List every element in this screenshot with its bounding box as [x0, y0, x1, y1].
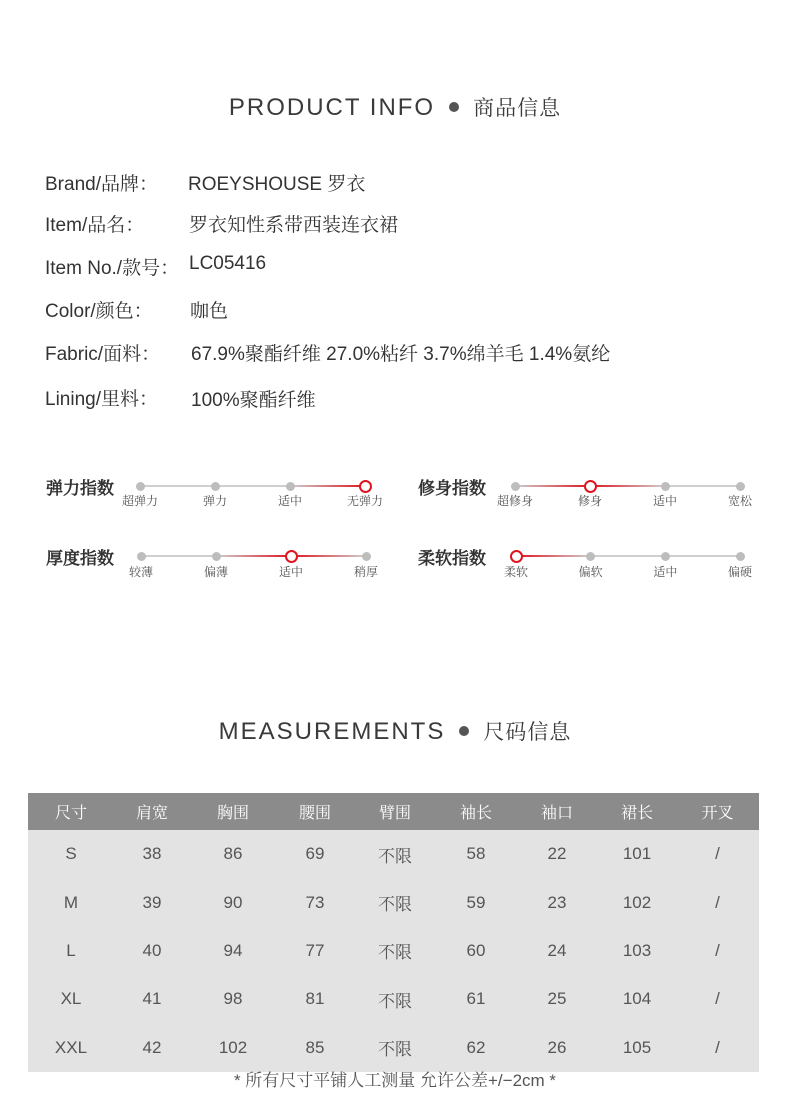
- table-cell: 105: [622, 1037, 652, 1057]
- table-header-cell: 袖长: [459, 805, 492, 822]
- table-cell: S: [65, 844, 77, 864]
- index-option-label: 较薄: [128, 565, 153, 579]
- index-title: 修身指数: [418, 479, 486, 498]
- index-marker: [736, 482, 745, 491]
- lining-value: 100%聚酯纤维: [191, 390, 316, 411]
- table-cell: XXL: [54, 1037, 88, 1057]
- index-option-label: 适中: [278, 565, 303, 579]
- table-cell: 不限: [378, 846, 412, 866]
- table-cell: 不限: [378, 943, 412, 963]
- table-cell: 90: [223, 892, 243, 912]
- item-no-value: LC05416: [189, 253, 267, 274]
- table-cell: 25: [547, 989, 567, 1009]
- table-header-cell: 胸围: [216, 805, 249, 822]
- table-cell: 77: [305, 940, 325, 960]
- table-cell: 94: [223, 940, 243, 960]
- table-cell: /: [715, 892, 720, 912]
- table-cell: /: [715, 940, 720, 960]
- table-cell: 不限: [378, 895, 412, 915]
- table-cell: XL: [60, 989, 82, 1009]
- bullet-dot-icon: [449, 102, 459, 112]
- index-marker: [286, 482, 295, 491]
- bullet-dot-icon: [459, 726, 469, 736]
- index-marker: [586, 552, 595, 561]
- table-cell: 23: [547, 892, 567, 912]
- index-option-label: 适中: [653, 565, 678, 579]
- brand-value: ROEYSHOUSE 罗衣: [188, 174, 366, 195]
- table-cell: 58: [466, 844, 486, 864]
- index-option-label: 无弹力: [346, 494, 383, 508]
- index-option-label: 宽松: [727, 494, 752, 508]
- index-option-label: 偏硬: [727, 565, 752, 579]
- fabric-label: Fabric/面料：: [45, 344, 161, 365]
- table-row: [28, 1024, 759, 1072]
- table-cell: 103: [622, 940, 652, 960]
- size-table-body: [28, 830, 759, 1072]
- table-row: [28, 975, 759, 1023]
- measurement-note: * 所有尺寸平铺人工测量 允许公差+/−2cm *: [233, 1071, 557, 1090]
- table-cell: L: [66, 940, 76, 960]
- item-label: Item/品名：: [45, 215, 145, 236]
- measurements-title-en: MEASUREMENTS: [218, 718, 446, 745]
- table-cell: 98: [223, 989, 243, 1009]
- table-cell: /: [715, 989, 720, 1009]
- table-cell: 39: [142, 892, 162, 912]
- measurements-title: [0, 716, 790, 746]
- table-cell: /: [715, 844, 720, 864]
- table-cell: 73: [305, 892, 325, 912]
- table-cell: 81: [305, 989, 325, 1009]
- table-cell: 24: [547, 940, 567, 960]
- index-track-highlight: [516, 555, 591, 557]
- index-marker: [661, 552, 670, 561]
- index-marker: [211, 482, 220, 491]
- table-header-cell: 尺寸: [54, 805, 87, 822]
- index-marker: [212, 552, 221, 561]
- table-cell: 102: [218, 1037, 248, 1057]
- table-cell: 104: [622, 989, 652, 1009]
- table-cell: 85: [305, 1037, 325, 1057]
- brand-label: Brand/品牌：: [45, 174, 158, 195]
- index-marker: [137, 552, 146, 561]
- table-cell: 不限: [378, 1040, 412, 1060]
- index-marker: [511, 482, 520, 491]
- table-cell: /: [715, 1037, 720, 1057]
- lining-label: Lining/里料：: [45, 389, 158, 410]
- index-selected-marker: [285, 550, 298, 563]
- table-cell: 61: [466, 989, 486, 1009]
- index-selected-marker: [584, 480, 597, 493]
- index-marker: [661, 482, 670, 491]
- color-label: Color/颜色：: [45, 301, 153, 322]
- index-option-label: 稍厚: [353, 565, 378, 579]
- table-cell: 38: [142, 844, 162, 864]
- index-option-label: 柔软: [503, 565, 528, 579]
- index-option-label: 适中: [277, 494, 302, 508]
- index-title: 厚度指数: [46, 549, 114, 568]
- table-cell: 102: [622, 892, 652, 912]
- item-no-label: Item No./款号：: [45, 258, 180, 279]
- table-header-cell: 开叉: [701, 805, 734, 822]
- index-option-label: 超修身: [496, 494, 533, 508]
- table-cell: 42: [142, 1037, 162, 1057]
- table-cell: 不限: [378, 991, 412, 1011]
- table-header-cell: 袖口: [540, 805, 573, 822]
- product-info-title-en: PRODUCT INFO: [228, 94, 436, 121]
- table-cell: 41: [142, 989, 162, 1009]
- product-info-title: [0, 92, 790, 122]
- table-cell: 22: [547, 844, 567, 864]
- table-row: [28, 927, 759, 975]
- table-header-cell: 腰围: [298, 805, 331, 822]
- table-cell: 40: [142, 940, 162, 960]
- index-option-label: 偏软: [578, 565, 603, 579]
- table-cell: 59: [466, 892, 486, 912]
- index-marker: [362, 552, 371, 561]
- item-value: 罗衣知性系带西装连衣裙: [189, 215, 399, 236]
- table-header-cell: 臂围: [378, 805, 411, 822]
- color-value: 咖色: [190, 301, 229, 322]
- index-option-label: 适中: [652, 494, 677, 508]
- table-header-cell: 裙长: [620, 805, 653, 822]
- table-cell: 101: [622, 844, 652, 864]
- index-track-highlight: [290, 485, 365, 487]
- product-info-title-cn: 商品信息: [473, 97, 562, 120]
- fabric-value: 67.9%聚酯纤维 27.0%粘纤 3.7%绵羊毛 1.4%氨纶: [191, 344, 611, 365]
- table-header-cell: 肩宽: [135, 805, 168, 822]
- table-row: [28, 878, 759, 926]
- index-option-label: 超弹力: [121, 494, 158, 508]
- index-selected-marker: [510, 550, 523, 563]
- table-cell: 62: [466, 1037, 486, 1057]
- index-option-label: 偏薄: [203, 565, 228, 579]
- index-option-label: 弹力: [202, 494, 227, 508]
- index-marker: [136, 482, 145, 491]
- index-marker: [736, 552, 745, 561]
- table-cell: 26: [547, 1037, 567, 1057]
- table-cell: 69: [305, 844, 325, 864]
- size-table-header: [28, 793, 759, 830]
- index-title: 柔软指数: [418, 549, 486, 568]
- measurements-title-cn: 尺码信息: [483, 721, 572, 744]
- index-option-label: 修身: [577, 494, 602, 508]
- index-selected-marker: [359, 480, 372, 493]
- table-cell: 86: [223, 844, 243, 864]
- index-title: 弹力指数: [46, 479, 114, 498]
- table-cell: 60: [466, 940, 486, 960]
- table-row: [28, 830, 759, 878]
- table-cell: M: [63, 892, 79, 912]
- size-table: [28, 793, 759, 1072]
